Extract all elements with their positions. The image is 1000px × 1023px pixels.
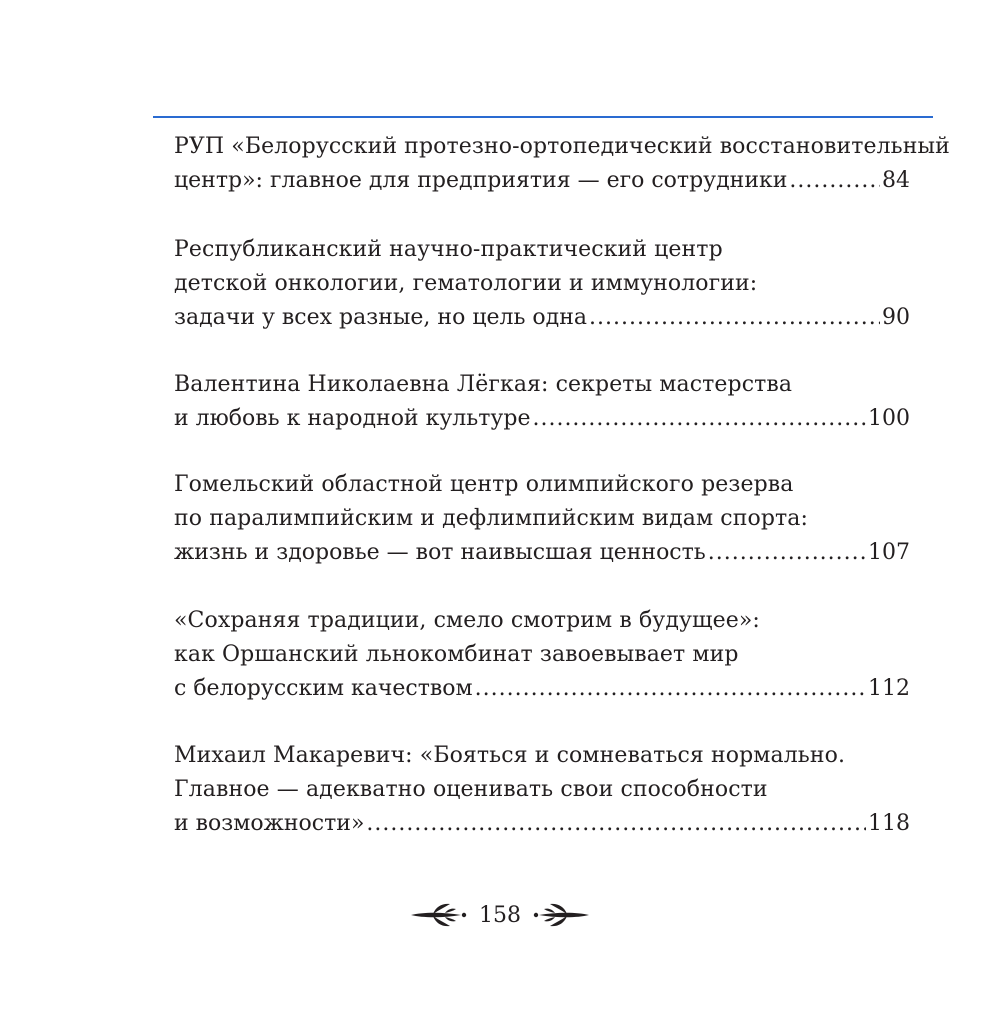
toc-entry[interactable]	[174, 468, 910, 570]
page-number: 158	[479, 902, 521, 928]
toc-entry-line: Республиканский научно-практический центр	[174, 237, 723, 262]
toc-entry-line: и возможности»	[174, 811, 365, 836]
toc-page-number: 84	[882, 168, 910, 193]
toc-entry-line: «Сохраняя традиции, смело смотрим в будущее»:	[174, 608, 760, 633]
toc-entry-line: как Оршанский льнокомбинат завоевывает мир	[174, 642, 739, 667]
toc-entry[interactable]	[174, 368, 910, 436]
leaf-flourish-icon	[531, 900, 591, 930]
toc-page-number: 90	[882, 305, 910, 330]
leaf-flourish-icon	[409, 900, 469, 930]
toc-entry-line: Валентина Николаевна Лёгкая: секреты мастерства	[174, 372, 793, 397]
toc-entry-last-line	[174, 402, 910, 436]
header-rule	[153, 116, 933, 118]
toc-entry-line: РУП «Белорусский протезно-ортопедический восстановительный	[174, 134, 950, 159]
toc-entry-last-line	[174, 672, 910, 706]
toc-entry-line: жизнь и здоровье — вот наивысшая ценность	[174, 540, 706, 565]
toc-entry-line: детской онкологии, гематологии и иммунологии:	[174, 271, 758, 296]
toc-entry[interactable]	[174, 739, 910, 841]
toc-entry-line: центр»: главное для предприятия — его сотрудники	[174, 168, 788, 193]
toc-entry-last-line	[174, 164, 910, 198]
dot-leader	[789, 164, 880, 198]
toc-entry-line: Гомельский областной центр олимпийского резерва	[174, 472, 794, 497]
page-folio	[0, 893, 1000, 937]
toc-entry[interactable]	[174, 604, 910, 706]
toc-entry-line: Михаил Макаревич: «Бояться и сомневаться нормально.	[174, 743, 846, 768]
dot-leader	[475, 672, 866, 706]
toc-entry-line: и любовь к народной культуре	[174, 406, 531, 431]
toc-entry-last-line	[174, 536, 910, 570]
dot-leader	[708, 536, 866, 570]
toc-page-number: 118	[868, 811, 910, 836]
toc-entry-line: по паралимпийским и дефлимпийским видам спорта:	[174, 506, 809, 531]
toc-entry-last-line	[174, 301, 910, 335]
toc-page-number: 100	[868, 406, 910, 431]
dot-leader	[366, 807, 866, 841]
toc-entry-last-line	[174, 807, 910, 841]
toc-page-number: 112	[868, 676, 910, 701]
toc-entry[interactable]	[174, 233, 910, 335]
toc-page-number: 107	[868, 540, 910, 565]
toc-entry-line: с белорусским качеством	[174, 676, 473, 701]
toc-entry-line: Главное — адекватно оценивать свои способности	[174, 777, 768, 802]
toc-entry[interactable]	[174, 130, 950, 198]
dot-leader	[589, 301, 880, 335]
toc-entry-line: задачи у всех разные, но цель одна	[174, 305, 588, 330]
dot-leader	[532, 402, 866, 436]
